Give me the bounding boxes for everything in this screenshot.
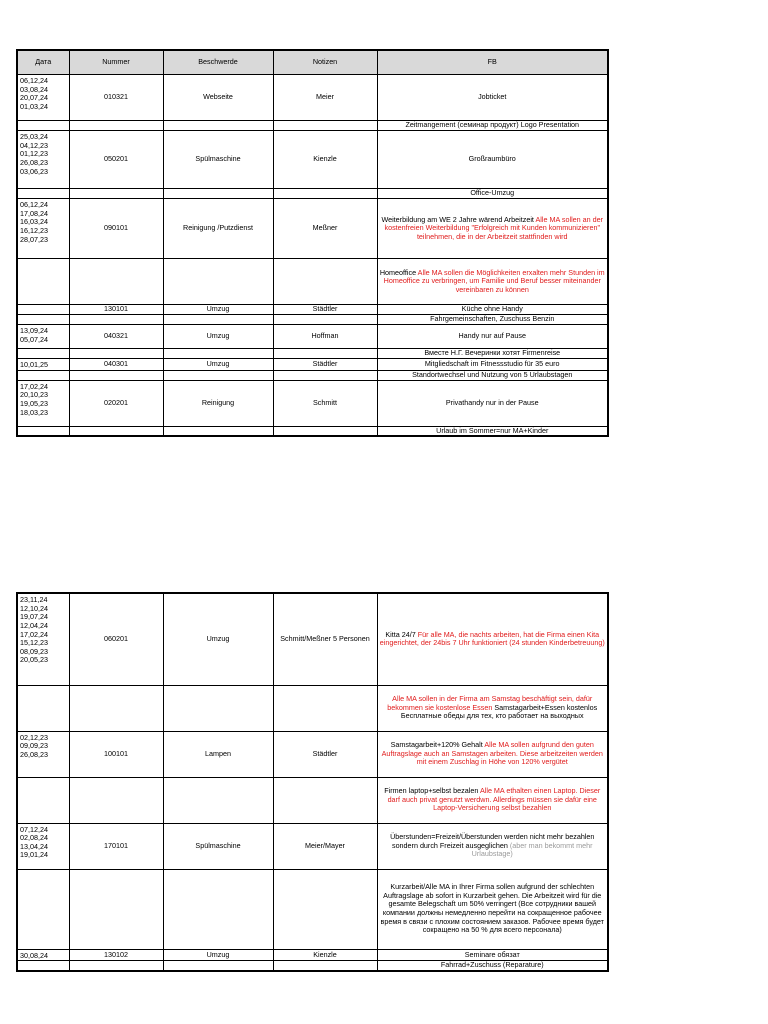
beschwerde-cell[interactable] xyxy=(163,426,273,436)
nummer-cell[interactable] xyxy=(69,121,163,131)
nummer-cell[interactable]: 130101 xyxy=(69,305,163,315)
fb-cell[interactable] xyxy=(377,869,608,949)
date-cell[interactable]: 06,12,24 17,08,24 16,03,24 16,12,23 28,07,23 xyxy=(17,199,69,259)
fb-cell[interactable] xyxy=(377,359,608,371)
table-row xyxy=(17,869,608,949)
table-row xyxy=(17,305,608,315)
nummer-cell[interactable] xyxy=(69,349,163,359)
fb-text: Für alle MA, die nachts arbeiten, hat die Firma einen Kita eingerichtet, der 24bis 7 Uhr funktioniert (24 stunden Kinderbetreuung) xyxy=(379,629,605,648)
fb-text: Seminare обязат xyxy=(464,949,520,959)
beschwerde-cell[interactable] xyxy=(163,189,273,199)
date-cell[interactable] xyxy=(17,869,69,949)
header-date[interactable]: Дата xyxy=(17,50,69,75)
table-row xyxy=(17,131,608,189)
notizen-cell[interactable] xyxy=(273,370,377,380)
fb-text: Fahrrad+Zuschuss (Reparature) xyxy=(440,960,544,970)
nummer-cell[interactable]: 020201 xyxy=(69,380,163,426)
fb-text: Fahrgemeinschaften, Zuschuss Benzin xyxy=(430,314,555,324)
fb-text: Kurzarbeit/Alle MA in Ihrer Firma sollen aufgrund der schlechten Auftragslage ab sofort in Kurzarbeit gehen. Die Arbeitzeit wird für die gesamte Belegschaft um 50% verringert (Все сотрудники вашей компании должны немедленно перейти на сокращенное рабочее время в связи с плохим состоянием заказов. Рабочее время будет сокращено на 50 % для всего персонала) xyxy=(380,882,604,935)
fb-text: Küche ohne Handy xyxy=(461,304,523,314)
table-row xyxy=(17,777,608,823)
beschwerde-cell[interactable]: Umzug xyxy=(163,305,273,315)
table-row xyxy=(17,199,608,259)
date-cell[interactable]: 06,12,24 03,08,24 20,07,24 01,03,24 xyxy=(17,75,69,121)
beschwerde-cell[interactable]: Lampen xyxy=(163,731,273,777)
fb-text: Alle MA sollen die Möglichkeiten erxalten mehr Stunden im Homeoffice zu verbringen, um Familie und Beruf besser miteinander vereinbaren zu können xyxy=(383,267,605,294)
nummer-cell[interactable]: 130102 xyxy=(69,949,163,961)
complaints-table-1 xyxy=(16,49,609,437)
notizen-cell[interactable]: Kienzle xyxy=(273,949,377,961)
beschwerde-cell[interactable]: Umzug xyxy=(163,593,273,685)
fb-text: Zeitmangement (семинар продукт) Logo Presentation xyxy=(405,120,580,130)
fb-text: Standortwechsel und Nutzung von 5 Urlaubstagen xyxy=(412,370,573,379)
beschwerde-cell[interactable] xyxy=(163,961,273,971)
fb-cell[interactable] xyxy=(377,593,608,685)
fb-cell[interactable] xyxy=(377,823,608,869)
notizen-cell[interactable] xyxy=(273,189,377,199)
fb-text: Jobticket xyxy=(478,92,507,102)
table-row xyxy=(17,949,608,961)
fb-text: (aber man bekommt mehr Urlaubstage) xyxy=(471,840,593,859)
date-cell[interactable] xyxy=(17,426,69,436)
fb-cell[interactable] xyxy=(377,949,608,961)
fb-text: Weiterbildung am WE 2 Jahre wärend Arbeitzeit xyxy=(381,214,536,224)
header-nummer[interactable]: Nummer xyxy=(69,50,163,75)
date-cell[interactable] xyxy=(17,259,69,305)
nummer-cell[interactable] xyxy=(69,685,163,731)
beschwerde-cell[interactable] xyxy=(163,259,273,305)
date-cell[interactable]: 07,12,24 02,08,24 13,04,24 19,01,24 xyxy=(17,823,69,869)
fb-cell[interactable] xyxy=(377,731,608,777)
date-cell[interactable] xyxy=(17,349,69,359)
fb-text: Alle MA sollen in der Firma am Samstag beschäftigt sein, dafür bekommen sie kostenlose Essen xyxy=(387,694,593,712)
date-cell[interactable] xyxy=(17,305,69,315)
nummer-cell[interactable] xyxy=(69,370,163,380)
nummer-cell[interactable] xyxy=(69,961,163,971)
fb-cell[interactable] xyxy=(377,131,608,189)
fb-text: Alle MA ethalten einen Laptop. Dieser darf auch privat genutzt werdwn. Allerdings müssen sie dafür eine Laptop-Versicherung selbst bezahlen xyxy=(387,786,601,813)
table-row xyxy=(17,121,608,131)
table-row xyxy=(17,349,608,359)
table-row xyxy=(17,731,608,777)
fb-text: Überstunden=Freizeit/Überstunden werden nicht mehr bezahlen sondern durch Freizeit ausgeglichen xyxy=(390,832,595,850)
beschwerde-cell[interactable] xyxy=(163,121,273,131)
notizen-cell[interactable]: Meier/Mayer xyxy=(273,823,377,869)
fb-text: Alle MA sollen an der kostenfreien Weiterbildung "Erfolgreich mit Kunden kommunizieren" teilnehmen, die in der Arbeitzeit stattfinden wird xyxy=(384,214,604,241)
notizen-cell[interactable] xyxy=(273,961,377,971)
notizen-cell[interactable] xyxy=(273,315,377,325)
table-2-body xyxy=(17,593,608,971)
fb-text: Großraumbüro xyxy=(468,154,516,164)
table-row xyxy=(17,315,608,325)
beschwerde-cell[interactable] xyxy=(163,685,273,731)
beschwerde-cell[interactable]: Reinigung /Putzdienst xyxy=(163,199,273,259)
beschwerde-cell[interactable] xyxy=(163,370,273,380)
table-row xyxy=(17,961,608,971)
table-row xyxy=(17,189,608,199)
fb-text: Вместе Н.Г. Вечеринки хотят Firmenreise xyxy=(424,348,561,358)
fb-text: Samstagarbeit+Essen kostenlos Бесплатные обеды для тех, кто работает на выходных xyxy=(400,702,598,721)
fb-text: Kitta 24/7 xyxy=(385,629,418,639)
fb-text: Privathandy nur in der Pause xyxy=(445,397,539,407)
notizen-cell[interactable]: Schmitt/Meßner 5 Personen xyxy=(273,593,377,685)
date-cell[interactable]: 17,02,24 20,10,23 19,05,23 18,03,23 xyxy=(17,380,69,426)
nummer-cell[interactable]: 170101 xyxy=(69,823,163,869)
table-row xyxy=(17,823,608,869)
complaints-table-2 xyxy=(16,592,609,972)
beschwerde-cell[interactable] xyxy=(163,869,273,949)
date-cell[interactable] xyxy=(17,315,69,325)
notizen-cell[interactable]: Städtler xyxy=(273,305,377,315)
notizen-cell[interactable]: Schmitt xyxy=(273,380,377,426)
notizen-cell[interactable]: Städtler xyxy=(273,359,377,371)
header-notizen[interactable]: Notizen xyxy=(273,50,377,75)
notizen-cell[interactable] xyxy=(273,869,377,949)
notizen-cell[interactable]: Kienzle xyxy=(273,131,377,189)
notizen-cell[interactable] xyxy=(273,259,377,305)
nummer-cell[interactable]: 010321 xyxy=(69,75,163,121)
fb-cell[interactable] xyxy=(377,259,608,305)
fb-cell[interactable] xyxy=(377,777,608,823)
fb-text: Office-Umzug xyxy=(470,188,515,198)
fb-cell[interactable] xyxy=(377,426,608,436)
date-cell[interactable]: 10,01,25 xyxy=(17,359,69,371)
fb-cell[interactable] xyxy=(377,121,608,131)
notizen-cell[interactable] xyxy=(273,426,377,436)
date-cell[interactable]: 25,03,24 04,12,23 01,12,23 26,08,23 03,06,23 xyxy=(17,131,69,189)
table-1-body xyxy=(17,75,608,437)
nummer-cell[interactable] xyxy=(69,426,163,436)
fb-text: Samstagarbeit+120% Gehalt xyxy=(390,740,485,750)
nummer-cell[interactable]: 040301 xyxy=(69,359,163,371)
header-beschwerde[interactable]: Beschwerde xyxy=(163,50,273,75)
notizen-cell[interactable] xyxy=(273,777,377,823)
notizen-cell[interactable]: Städtler xyxy=(273,731,377,777)
table-row xyxy=(17,380,608,426)
nummer-cell[interactable] xyxy=(69,259,163,305)
fb-cell[interactable] xyxy=(377,75,608,121)
nummer-cell[interactable] xyxy=(69,777,163,823)
beschwerde-cell[interactable]: Reinigung xyxy=(163,380,273,426)
table-row xyxy=(17,325,608,349)
date-cell[interactable]: 02,12,23 09,09,23 26,08,23 xyxy=(17,731,69,777)
header-row xyxy=(17,50,608,75)
date-cell[interactable] xyxy=(17,189,69,199)
fb-cell[interactable] xyxy=(377,380,608,426)
nummer-cell[interactable] xyxy=(69,869,163,949)
table-row xyxy=(17,259,608,305)
table-row xyxy=(17,593,608,685)
beschwerde-cell[interactable]: Webseite xyxy=(163,75,273,121)
beschwerde-cell[interactable] xyxy=(163,349,273,359)
beschwerde-cell[interactable]: Spülmaschine xyxy=(163,823,273,869)
fb-text: Mitgliedschaft im Fitnessstudio für 35 euro xyxy=(424,359,560,368)
table-row xyxy=(17,685,608,731)
notizen-cell[interactable]: Hoffman xyxy=(273,325,377,349)
date-cell[interactable]: 30,08,24 xyxy=(17,949,69,961)
table-row xyxy=(17,359,608,371)
fb-text: Firmen laptop+selbst bezalen xyxy=(384,786,480,796)
notizen-cell[interactable] xyxy=(273,121,377,131)
beschwerde-cell[interactable]: Umzug xyxy=(163,359,273,371)
table-row xyxy=(17,75,608,121)
date-cell[interactable] xyxy=(17,370,69,380)
fb-cell[interactable] xyxy=(377,315,608,325)
notizen-cell[interactable]: Meßner xyxy=(273,199,377,259)
date-cell[interactable] xyxy=(17,777,69,823)
nummer-cell[interactable] xyxy=(69,189,163,199)
notizen-cell[interactable] xyxy=(273,349,377,359)
nummer-cell[interactable]: 060201 xyxy=(69,593,163,685)
date-cell[interactable] xyxy=(17,961,69,971)
fb-text: Handy nur auf Pause xyxy=(458,331,527,341)
date-cell[interactable] xyxy=(17,121,69,131)
beschwerde-cell[interactable]: Umzug xyxy=(163,949,273,961)
fb-text: Urlaub im Sommer=nur MA+Kinder xyxy=(436,426,549,435)
notizen-cell[interactable] xyxy=(273,685,377,731)
fb-text: Homeoffice xyxy=(379,267,418,277)
fb-cell[interactable] xyxy=(377,325,608,349)
table-row xyxy=(17,426,608,436)
nummer-cell[interactable]: 040321 xyxy=(69,325,163,349)
nummer-cell[interactable]: 100101 xyxy=(69,731,163,777)
date-cell[interactable]: 23,11,24 12,10,24 19,07,24 12,04,24 17,02,24 15,12,23 08,09,23 20,05,23 xyxy=(17,593,69,685)
fb-text: Alle MA sollen aufgrund den guten Auftragslage auch an Samstagen arbeiten. Diese arbeitzeiten werden mit einem Zuschlag in Höhe von 120% vergütet xyxy=(381,740,603,767)
nummer-cell[interactable] xyxy=(69,315,163,325)
beschwerde-cell[interactable] xyxy=(163,315,273,325)
nummer-cell[interactable]: 090101 xyxy=(69,199,163,259)
date-cell[interactable]: 13,09,24 05,07,24 xyxy=(17,325,69,349)
notizen-cell[interactable]: Meier xyxy=(273,75,377,121)
nummer-cell[interactable]: 050201 xyxy=(69,131,163,189)
beschwerde-cell[interactable] xyxy=(163,777,273,823)
fb-cell[interactable] xyxy=(377,199,608,259)
beschwerde-cell[interactable]: Umzug xyxy=(163,325,273,349)
fb-cell[interactable] xyxy=(377,685,608,731)
fb-cell[interactable] xyxy=(377,961,608,971)
fb-cell[interactable] xyxy=(377,189,608,199)
fb-cell[interactable] xyxy=(377,370,608,380)
fb-cell[interactable] xyxy=(377,305,608,315)
header-fb[interactable]: FB xyxy=(377,50,608,75)
table-row xyxy=(17,370,608,380)
date-cell[interactable] xyxy=(17,685,69,731)
beschwerde-cell[interactable]: Spülmaschine xyxy=(163,131,273,189)
fb-cell[interactable] xyxy=(377,349,608,359)
